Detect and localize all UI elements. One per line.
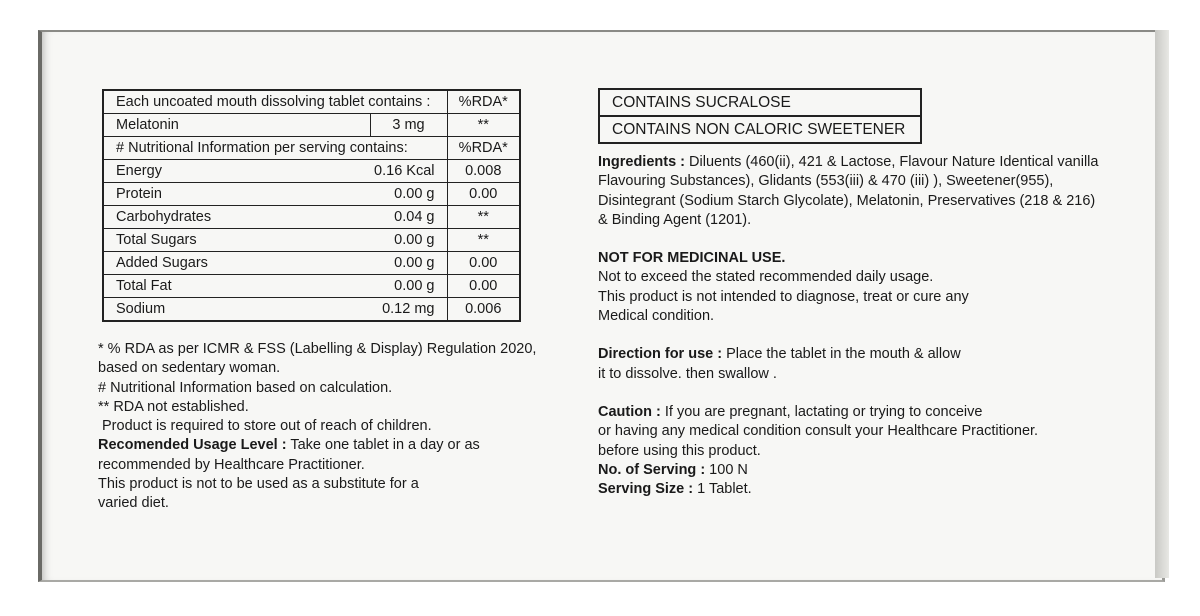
ingredients-line-4: & Binding Agent (1201). <box>598 211 752 228</box>
row-value: 0.16 Kcal <box>370 160 447 183</box>
row-rda: ** <box>447 229 520 252</box>
row-value: 0.00 g <box>370 275 447 298</box>
table-header-label: Each uncoated mouth dissolving tablet contains : <box>103 90 447 114</box>
serving-size-value: 1 Tablet. <box>693 481 752 498</box>
row-value: 0.12 mg <box>370 298 447 322</box>
storage-note: Product is required to store out of reach of children. <box>102 418 432 435</box>
rda-not-established: ** RDA not established. <box>98 398 249 415</box>
ingredients-line-2: Flavouring Substances), Glidants (553(iii) & 470 (iii) ), Sweetener(955), <box>598 173 1054 190</box>
row-value: 0.00 g <box>370 229 447 252</box>
table-row <box>103 275 520 298</box>
substitute-note-cont: varied diet. <box>98 495 169 512</box>
table-row <box>103 160 520 183</box>
usage-level <box>98 436 578 455</box>
caution-cont-2: before using this product. <box>598 442 761 459</box>
contains-sucralose: CONTAINS SUCRALOSE <box>612 94 791 111</box>
table-row <box>103 114 520 137</box>
row-rda: ** <box>447 114 520 137</box>
footnotes <box>98 340 578 514</box>
ingredients-heading: Ingredients : <box>598 154 686 170</box>
row-value: 0.00 g <box>370 183 447 206</box>
row-value: 0.04 g <box>370 206 447 229</box>
ingredients-line-3: Disintegrant (Sodium Starch Glycolate), Melatonin, Preservatives (218 & 216) <box>598 192 1096 209</box>
serving-size-heading: Serving Size : <box>598 481 694 498</box>
ingredients <box>598 153 1118 172</box>
table-header-rda: %RDA* <box>447 90 520 114</box>
not-medicinal-text: NOT FOR MEDICINAL USE. <box>598 250 786 267</box>
rda-note: * % RDA as per ICMR & FSS (Labelling & Display) Regulation 2020, <box>98 341 537 357</box>
not-intended-cont: Medical condition. <box>598 308 715 325</box>
usage-heading: Recomended Usage Level : <box>98 437 287 454</box>
servings <box>598 461 1118 480</box>
substitute-note: This product is not to be used as a substitute for a <box>98 476 419 493</box>
product-info <box>598 153 1118 499</box>
carton-side-edge <box>1155 30 1169 578</box>
not-medicinal-heading <box>598 249 1118 268</box>
table-row <box>103 298 520 322</box>
table-subheader-label: # Nutritional Information per serving contains: <box>103 137 447 160</box>
table-row <box>103 252 520 275</box>
row-value: 3 mg <box>370 114 447 137</box>
servings-heading: No. of Serving : <box>598 461 706 478</box>
direction-text: Place the tablet in the mouth & allow <box>722 346 961 363</box>
not-exceed: Not to exceed the stated recommended daily usage. <box>598 269 934 286</box>
usage-text-cont: recommended by Healthcare Practitioner. <box>98 456 365 473</box>
row-label: Total Sugars <box>103 229 370 252</box>
row-label: Protein <box>103 183 370 206</box>
serving-size <box>598 480 1118 499</box>
not-intended: This product is not intended to diagnose, treat or cure any <box>598 288 969 305</box>
contains-sweetener: CONTAINS NON CALORIC SWEETENER <box>600 115 920 142</box>
usage-text: Take one tablet in a day or as <box>286 437 480 454</box>
row-label: Added Sugars <box>103 252 370 275</box>
caution-text: If you are pregnant, lactating or trying to conceive <box>660 403 983 420</box>
direction-heading: Direction for use : <box>598 346 723 363</box>
ingredients-text: Diluents (460(ii), 421 & Lactose, Flavour Nature Identical vanilla <box>685 154 1099 170</box>
row-rda: 0.00 <box>447 275 520 298</box>
table-header-row <box>103 90 520 114</box>
table-row <box>103 206 520 229</box>
row-label: Melatonin <box>103 114 370 137</box>
table-row <box>103 183 520 206</box>
row-label: Sodium <box>103 298 370 322</box>
row-rda: ** <box>447 206 520 229</box>
direction-cont: it to dissolve. then swallow . <box>598 365 777 382</box>
nutrition-table <box>102 89 521 322</box>
direction <box>598 345 1118 364</box>
row-rda: 0.00 <box>447 183 520 206</box>
rda-note-cont: based on sedentary woman. <box>98 360 281 377</box>
row-label: Total Fat <box>103 275 370 298</box>
caution-heading: Caution : <box>598 403 661 420</box>
table-subheader-rda: %RDA* <box>447 137 520 160</box>
servings-value: 100 N <box>705 461 748 478</box>
row-rda: 0.006 <box>447 298 520 322</box>
table-subheader-row <box>103 137 520 160</box>
table-row <box>103 229 520 252</box>
row-label: Energy <box>103 160 370 183</box>
row-value: 0.00 g <box>370 252 447 275</box>
row-label: Carbohydrates <box>103 206 370 229</box>
caution <box>598 403 1118 422</box>
caution-cont: or having any medical condition consult your Healthcare Practitioner. <box>598 423 1039 440</box>
contains-box <box>598 88 922 144</box>
nutrition-note: # Nutritional Information based on calculation. <box>98 379 393 396</box>
row-rda: 0.008 <box>447 160 520 183</box>
row-rda: 0.00 <box>447 252 520 275</box>
